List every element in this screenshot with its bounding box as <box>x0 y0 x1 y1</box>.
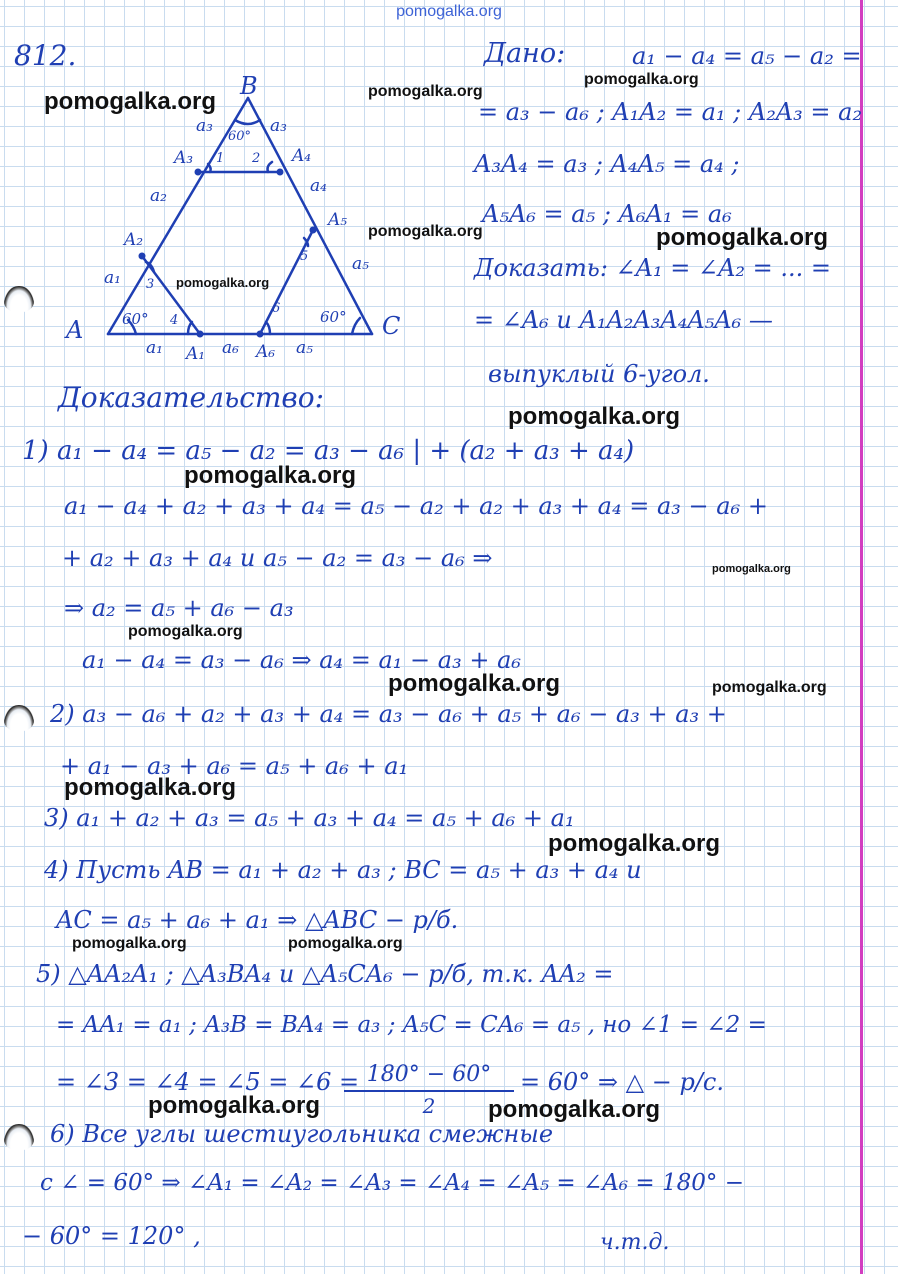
label-angle-1: 1 <box>216 151 225 166</box>
prove-line: выпуклый 6-угол. <box>488 360 710 388</box>
watermark: pomogalka.org <box>508 403 681 430</box>
watermark: pomogalka.org <box>176 275 270 290</box>
label-angle-6: 6 <box>272 301 281 316</box>
label-point-a6: A₆ <box>256 342 276 362</box>
site-header: pomogalka.org <box>396 3 502 20</box>
label-point-a4: A₄ <box>292 146 312 166</box>
label-angle-3: 3 <box>146 277 155 292</box>
margin-line <box>860 0 863 1274</box>
watermark: pomogalka.org <box>656 224 829 251</box>
label-side-a4: a₄ <box>310 176 327 196</box>
label-angle-b: 60° <box>228 129 252 144</box>
watermark: pomogalka.org <box>64 774 237 801</box>
fraction-numerator: 180° − 60° <box>344 1064 514 1092</box>
proof-line: 1) a₁ − a₄ = a₅ − a₂ = a₃ − a₆ | + (a₂ + a₃ + a₄) <box>22 436 635 466</box>
label-side-a1: a₁ <box>104 268 121 288</box>
punch-hole <box>4 705 34 731</box>
label-angle-c: 60° <box>320 308 347 326</box>
proof-line: a₁ − a₄ + a₂ + a₃ + a₄ = a₅ − a₂ + a₂ + a₃ + a₄ = a₃ − a₆ + <box>64 492 768 520</box>
label-side-a2: a₂ <box>150 186 167 206</box>
punch-hole <box>4 1124 34 1150</box>
watermark: pomogalka.org <box>548 830 721 857</box>
angle-arc <box>266 322 270 334</box>
prove-line: = ∠A₆ и A₁A₂A₃A₄A₅A₆ — <box>474 306 773 334</box>
proof-line: 5) △AA₂A₁ ; △A₃BA₄ и △A₅CA₆ − р/б, т.к. AA₂ = <box>36 960 614 988</box>
label-side-a3: a₃ <box>196 116 213 136</box>
label-side-a1: a₁ <box>146 338 163 358</box>
angle-arc <box>268 162 273 172</box>
angle-arc <box>235 120 260 124</box>
label-angle-5: 5 <box>300 249 309 264</box>
proof-line: 2) a₃ − a₆ + a₂ + a₃ + a₄ = a₃ − a₆ + a₅ + a₆ − a₃ + a₃ + <box>50 700 727 728</box>
proof-title: Доказательство: <box>58 381 325 414</box>
watermark: pomogalka.org <box>184 462 357 489</box>
label-vertex-c: C <box>382 312 401 340</box>
point-a4 <box>277 169 284 176</box>
label-side-a6: a₆ <box>222 338 239 358</box>
proof-line: 3) a₁ + a₂ + a₃ = a₅ + a₃ + a₄ = a₅ + a₆ + a₁ <box>44 804 575 832</box>
label-point-a3: A₃ <box>174 148 194 168</box>
proof-line: ⇒ a₂ = a₅ + a₆ − a₃ <box>64 594 294 622</box>
given-line: a₁ − a₄ = a₅ − a₂ = <box>632 42 862 70</box>
watermark: pomogalka.org <box>488 1096 661 1123</box>
label-point-a5: A₅ <box>328 210 348 230</box>
given-line: A₅A₆ = a₅ ; A₆A₁ = a₆ <box>482 200 732 228</box>
point-a2 <box>139 253 146 260</box>
given-title: Дано: <box>484 38 566 69</box>
watermark: pomogalka.org <box>368 83 483 100</box>
proof-line: = ∠3 = ∠4 = ∠5 = ∠6 = <box>56 1068 360 1096</box>
proof-line: a₁ − a₄ = a₃ − a₆ ⇒ a₄ = a₁ − a₃ + a₆ <box>82 646 522 674</box>
label-point-a2: A₂ <box>124 230 144 250</box>
point-a1 <box>197 331 204 338</box>
given-line: = a₃ − a₆ ; A₁A₂ = a₁ ; A₂A₃ = a₂ <box>478 98 863 126</box>
label-side-a5: a₅ <box>352 254 369 274</box>
proof-line: AC = a₅ + a₆ + a₁ ⇒ △ABC − р/б. <box>56 906 459 934</box>
label-angle-4: 4 <box>170 313 179 328</box>
watermark: pomogalka.org <box>584 71 699 88</box>
label-point-a1: A₁ <box>186 344 206 364</box>
watermark: pomogalka.org <box>72 935 187 952</box>
fraction-denominator: 2 <box>422 1094 436 1118</box>
watermark: pomogalka.org <box>128 623 243 640</box>
label-angle-2: 2 <box>252 151 261 166</box>
proof-line: с ∠ = 60° ⇒ ∠A₁ = ∠A₂ = ∠A₃ = ∠A₄ = ∠A₅ = ∠A₆ = 180° − <box>40 1170 744 1196</box>
point-a5 <box>310 227 317 234</box>
watermark: pomogalka.org <box>288 935 403 952</box>
watermark: pomogalka.org <box>388 670 561 697</box>
prove-line: Доказать: ∠A₁ = ∠A₂ = ... = <box>474 254 832 282</box>
watermark: pomogalka.org <box>712 563 791 575</box>
given-line: A₃A₄ = a₃ ; A₄A₅ = a₄ ; <box>474 150 740 178</box>
side-bc <box>248 98 372 334</box>
watermark: pomogalka.org <box>148 1092 321 1119</box>
problem-number: 812. <box>14 39 77 72</box>
proof-line: 6) Все углы шестиугольника смежные <box>50 1120 554 1148</box>
proof-line: + a₂ + a₃ + a₄ и a₅ − a₂ = a₃ − a₆ ⇒ <box>62 544 493 572</box>
label-angle-a: 60° <box>122 310 149 328</box>
qed-mark: ч.т.д. <box>600 1230 670 1255</box>
proof-line: 4) Пусть AB = a₁ + a₂ + a₃ ; BC = a₅ + a₃ + a₄ и <box>44 856 642 884</box>
side-ab <box>108 98 248 334</box>
label-side-a3: a₃ <box>270 116 287 136</box>
point-a6 <box>257 331 264 338</box>
angle-arc <box>352 318 360 334</box>
punch-hole <box>4 286 34 312</box>
proof-line: + a₁ − a₃ + a₆ = a₅ + a₆ + a₁ <box>60 752 409 780</box>
proof-line: − 60° = 120° , <box>22 1222 201 1250</box>
label-vertex-a: A <box>66 316 84 344</box>
watermark: pomogalka.org <box>368 223 483 240</box>
proof-line: = 60° ⇒ △ − р/с. <box>520 1068 724 1096</box>
label-side-a5: a₅ <box>296 338 313 358</box>
point-a3 <box>195 169 202 176</box>
angle-arc <box>188 322 192 334</box>
watermark: pomogalka.org <box>44 88 217 115</box>
proof-line: = AA₁ = a₁ ; A₃B = BA₄ = a₃ ; A₅C = CA₆ = a₅ , но ∠1 = ∠2 = <box>56 1012 767 1038</box>
watermark: pomogalka.org <box>712 679 827 696</box>
label-vertex-b: B <box>240 72 258 100</box>
